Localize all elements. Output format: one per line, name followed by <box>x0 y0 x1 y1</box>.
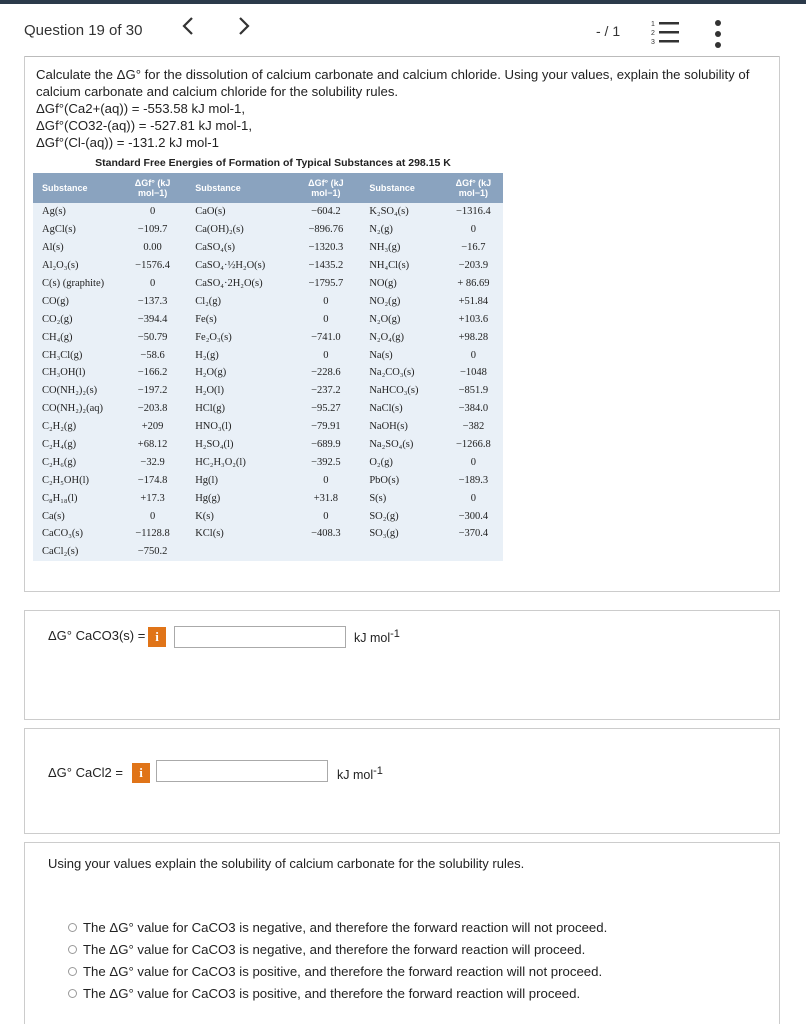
substance-cell: CO(NH₂)₂(aq) <box>42 403 103 415</box>
value-cell: 0 <box>323 313 329 325</box>
column-header: Substance <box>33 173 119 203</box>
value-cell: +68.12 <box>137 439 168 451</box>
value-cell: −1576.4 <box>135 260 170 272</box>
table-row <box>33 310 503 328</box>
score-display: - / 1 <box>596 23 621 39</box>
table-row <box>33 489 503 507</box>
substance-cell: H₂O(g) <box>195 367 227 379</box>
value-cell: −228.6 <box>311 367 341 379</box>
table-row <box>33 418 503 436</box>
value-cell: −50.79 <box>137 331 168 343</box>
prompt-ca-value: ΔGf°(Ca2+(aq)) = -553.58 kJ mol-1, <box>36 101 246 116</box>
substance-cell: Cl₂(g) <box>195 295 222 307</box>
substance-cell: KCl(s) <box>195 528 224 540</box>
substance-cell: N₂O₄(g) <box>369 331 405 343</box>
svg-text:1: 1 <box>651 21 655 28</box>
substance-cell: CaSO₄·2H₂O(s) <box>195 278 263 289</box>
value-cell: −408.3 <box>311 528 341 540</box>
free-energy-table-container <box>33 157 503 561</box>
table-row <box>33 507 503 525</box>
caco3-label: ΔG° CaCO3(s) = <box>48 628 146 643</box>
substance-cell: H₂O(l) <box>195 385 224 397</box>
table-row <box>33 471 503 489</box>
table-row <box>33 239 503 257</box>
substance-cell: C₂H₄(g) <box>42 439 77 451</box>
value-cell: −1128.8 <box>135 528 170 540</box>
value-cell: −58.6 <box>140 349 165 361</box>
substance-cell: CO₂(g) <box>42 313 73 325</box>
substance-cell: CaO(s) <box>195 206 226 218</box>
column-header: ΔGf° (kJ mol−1) <box>291 173 360 203</box>
value-cell: 0.00 <box>143 242 162 254</box>
value-cell: +98.28 <box>458 331 489 343</box>
cacl2-unit <box>337 765 383 782</box>
table-row <box>33 525 503 543</box>
value-cell: −1795.7 <box>308 278 344 289</box>
mc-option-label: The ΔG° value for CaCO3 is positive, and therefore the forward reaction will not proceed. <box>83 963 603 979</box>
substance-cell: NaOH(s) <box>369 421 408 433</box>
prompt-co3-value: ΔGf°(CO32-(aq)) = -527.81 kJ mol-1, <box>36 118 252 133</box>
column-header: ΔGf° (kJ mol−1) <box>119 173 186 203</box>
previous-question-button[interactable] <box>180 14 196 43</box>
substance-cell: CaSO₄(s) <box>195 242 236 254</box>
substance-cell: Hg(g) <box>195 492 221 504</box>
caco3-unit <box>354 628 400 645</box>
value-cell: −79.91 <box>311 421 341 433</box>
mc-option-label: The ΔG° value for CaCO3 is negative, and therefore the forward reaction will proceed. <box>83 941 586 957</box>
value-cell: 0 <box>470 456 477 468</box>
value-cell: −109.7 <box>137 224 168 236</box>
substance-cell: CO(g) <box>42 295 69 307</box>
substance-cell: K₂SO₄(s) <box>369 206 409 218</box>
answer-panel-caco3 <box>24 610 780 720</box>
svg-text:3: 3 <box>651 39 655 46</box>
cacl2-dg-input[interactable] <box>156 760 328 782</box>
value-cell: 0 <box>149 206 156 218</box>
substance-cell: NO(g) <box>369 278 397 289</box>
unit-exponent: -1 <box>390 628 400 640</box>
substance-cell: Ca(OH)₂(s) <box>195 224 244 236</box>
table-caption: Standard Free Energies of Formation of Typical Substances at 298.15 K <box>95 157 451 169</box>
value-cell: +209 <box>141 421 164 433</box>
substance-cell: K(s) <box>195 510 214 522</box>
value-cell: 0 <box>323 295 329 307</box>
question-counter: Question 19 of 30 <box>24 22 143 39</box>
value-cell: −1266.8 <box>456 439 491 451</box>
value-cell: +17.3 <box>140 492 165 504</box>
table-row <box>33 436 503 454</box>
substance-cell: CaCO₃(s) <box>42 528 83 540</box>
substance-cell <box>186 543 291 561</box>
substance-cell: SO₃(g) <box>369 528 399 540</box>
value-cell: −237.2 <box>311 385 341 397</box>
free-energy-table <box>33 173 503 561</box>
info-icon[interactable]: i <box>132 763 150 783</box>
substance-cell: CaSO₄·½H₂O(s) <box>195 260 266 272</box>
value-cell: −1435.2 <box>308 260 344 272</box>
value-cell: −166.2 <box>137 367 168 379</box>
substance-cell: CH₃Cl(g) <box>42 349 83 361</box>
numbered-list-icon <box>650 18 682 46</box>
value-cell: 0 <box>323 510 329 522</box>
mc-option-label: The ΔG° value for CaCO3 is negative, and therefore the forward reaction will not proceed. <box>83 919 608 935</box>
substance-cell: Ca(s) <box>42 510 65 522</box>
value-cell: +31.8 <box>313 492 339 504</box>
next-question-button[interactable] <box>236 14 252 43</box>
table-row <box>33 292 503 310</box>
substance-cell: Fe₂O₃(s) <box>195 331 232 343</box>
substance-cell: AgCl(s) <box>42 224 76 236</box>
radio-button[interactable] <box>68 945 77 954</box>
value-cell: −197.2 <box>137 385 168 397</box>
value-cell: −95.27 <box>311 403 341 415</box>
mc-option[interactable] <box>68 916 607 938</box>
substance-cell: H₂SO₄(l) <box>195 439 234 451</box>
value-cell: −604.2 <box>311 206 341 218</box>
table-row <box>33 221 503 239</box>
value-cell <box>291 543 360 561</box>
substance-cell: CH₃OH(l) <box>42 367 86 379</box>
mc-options <box>68 916 607 1004</box>
substance-cell: Ag(s) <box>42 206 66 218</box>
substance-cell: O₂(g) <box>369 456 393 468</box>
substance-cell: PbO(s) <box>369 474 400 486</box>
value-cell: −741.0 <box>311 331 341 343</box>
value-cell: −1316.4 <box>456 206 491 218</box>
substance-cell: C₂H₂(g) <box>42 421 77 433</box>
substance-cell: CaCl₂(s) <box>42 546 79 558</box>
substance-cell: Na₂CO₃(s) <box>369 367 415 379</box>
substance-cell: Fe(s) <box>195 313 217 325</box>
substance-cell: NH₃(g) <box>369 242 401 254</box>
table-row <box>33 346 503 364</box>
substance-cell: HNO₃(l) <box>195 421 232 433</box>
mc-option[interactable] <box>68 982 607 1004</box>
unit-text: kJ mol <box>337 768 374 783</box>
value-cell: +51.84 <box>458 295 489 307</box>
value-cell: −16.7 <box>461 242 486 254</box>
table-row <box>33 400 503 418</box>
value-cell: 0 <box>470 349 477 361</box>
value-cell: 0 <box>323 349 329 361</box>
question-list-button[interactable] <box>650 18 682 46</box>
substance-cell: Na(s) <box>369 349 393 361</box>
table-header-row <box>33 173 503 203</box>
value-cell: −1320.3 <box>308 242 344 254</box>
value-cell: −382 <box>462 421 485 433</box>
value-cell <box>444 543 503 561</box>
value-cell: 0 <box>149 278 156 289</box>
substance-cell <box>360 543 443 561</box>
value-cell: −203.8 <box>137 403 168 415</box>
value-cell: 0 <box>470 492 477 504</box>
table-row <box>33 203 503 221</box>
value-cell: + 86.69 <box>457 278 490 289</box>
value-cell: −392.5 <box>311 456 341 468</box>
value-cell: −384.0 <box>458 403 489 415</box>
value-cell: −300.4 <box>458 510 489 522</box>
mc-option-label: The ΔG° value for CaCO3 is positive, and therefore the forward reaction will proceed. <box>83 985 581 1001</box>
value-cell: −896.76 <box>308 224 344 236</box>
substance-cell: NH₄Cl(s) <box>369 260 410 272</box>
value-cell: 0 <box>149 510 156 522</box>
unit-text: kJ mol <box>354 631 391 646</box>
prompt-intro: Calculate the ΔG° for the dissolution of calcium carbonate and calcium chloride. Using your values, explain the solubility of calcium carbonate and calcium chloride for the solubility rules. <box>36 67 750 99</box>
table-row <box>33 382 503 400</box>
column-header: ΔGf° (kJ mol−1) <box>444 173 503 203</box>
table-row <box>33 328 503 346</box>
substance-cell: C₂H₅OH(l) <box>42 474 89 486</box>
chevron-left-icon <box>180 14 196 38</box>
table-row <box>33 275 503 293</box>
table-row <box>33 543 503 561</box>
value-cell: −750.2 <box>137 546 168 558</box>
substance-cell: S(s) <box>369 492 387 504</box>
radio-button[interactable] <box>68 967 77 976</box>
prompt-cl-value: ΔGf°(Cl-(aq)) = -131.2 kJ mol-1 <box>36 135 219 150</box>
substance-cell: NO₂(g) <box>369 295 401 307</box>
substance-cell: N₂O(g) <box>369 313 401 325</box>
column-header: Substance <box>186 173 291 203</box>
more-options-button[interactable] <box>712 18 724 50</box>
table-row <box>33 364 503 382</box>
value-cell: −851.9 <box>458 385 489 397</box>
value-cell: +103.6 <box>458 313 489 325</box>
substance-cell: H₂(g) <box>195 349 219 361</box>
substance-cell: Al(s) <box>42 242 64 254</box>
radio-button[interactable] <box>68 989 77 998</box>
substance-cell: HCl(g) <box>195 403 225 415</box>
substance-cell: CO(NH₂)₂(s) <box>42 385 98 397</box>
value-cell: −32.9 <box>140 456 165 468</box>
substance-cell: Al₂O₃(s) <box>42 260 79 272</box>
mc-option[interactable] <box>68 938 607 960</box>
value-cell: −370.4 <box>458 528 489 540</box>
substance-cell: HC₂H₃O₂(l) <box>195 456 246 468</box>
chevron-right-icon <box>236 14 252 38</box>
value-cell: −689.9 <box>311 439 341 451</box>
substance-cell: N₂(g) <box>369 224 393 236</box>
svg-text:2: 2 <box>651 30 655 37</box>
substance-cell: C₈H₁₈(l) <box>42 492 78 504</box>
value-cell: −174.8 <box>137 474 168 486</box>
substance-cell: C(s) (graphite) <box>42 278 105 289</box>
substance-cell: NaCl(s) <box>369 403 403 415</box>
value-cell: −1048 <box>459 367 487 379</box>
mc-option[interactable] <box>68 960 607 982</box>
question-prompt <box>36 66 756 151</box>
table-row <box>33 453 503 471</box>
cacl2-label: ΔG° CaCl2 = <box>48 765 123 780</box>
value-cell: −189.3 <box>458 474 489 486</box>
value-cell: −394.4 <box>137 313 168 325</box>
more-vertical-icon <box>712 18 724 50</box>
substance-cell: CH₄(g) <box>42 331 73 343</box>
info-icon[interactable]: i <box>148 627 166 647</box>
radio-button[interactable] <box>68 923 77 932</box>
substance-cell: Hg(l) <box>195 474 218 486</box>
caco3-dg-input[interactable] <box>174 626 346 648</box>
column-header: Substance <box>360 173 443 203</box>
substance-cell: SO₂(g) <box>369 510 399 522</box>
value-cell: 0 <box>323 474 329 486</box>
value-cell: −203.9 <box>458 260 489 272</box>
substance-cell: C₂H₆(g) <box>42 456 77 468</box>
substance-cell: NaHCO₃(s) <box>369 385 419 397</box>
unit-exponent: -1 <box>373 765 383 777</box>
substance-cell: Na₂SO₄(s) <box>369 439 414 451</box>
question-header <box>0 4 806 56</box>
mc-question: Using your values explain the solubility of calcium carbonate for the solubility rules. <box>48 856 525 871</box>
table-row <box>33 257 503 275</box>
value-cell: −137.3 <box>137 295 168 307</box>
value-cell: 0 <box>470 224 477 236</box>
